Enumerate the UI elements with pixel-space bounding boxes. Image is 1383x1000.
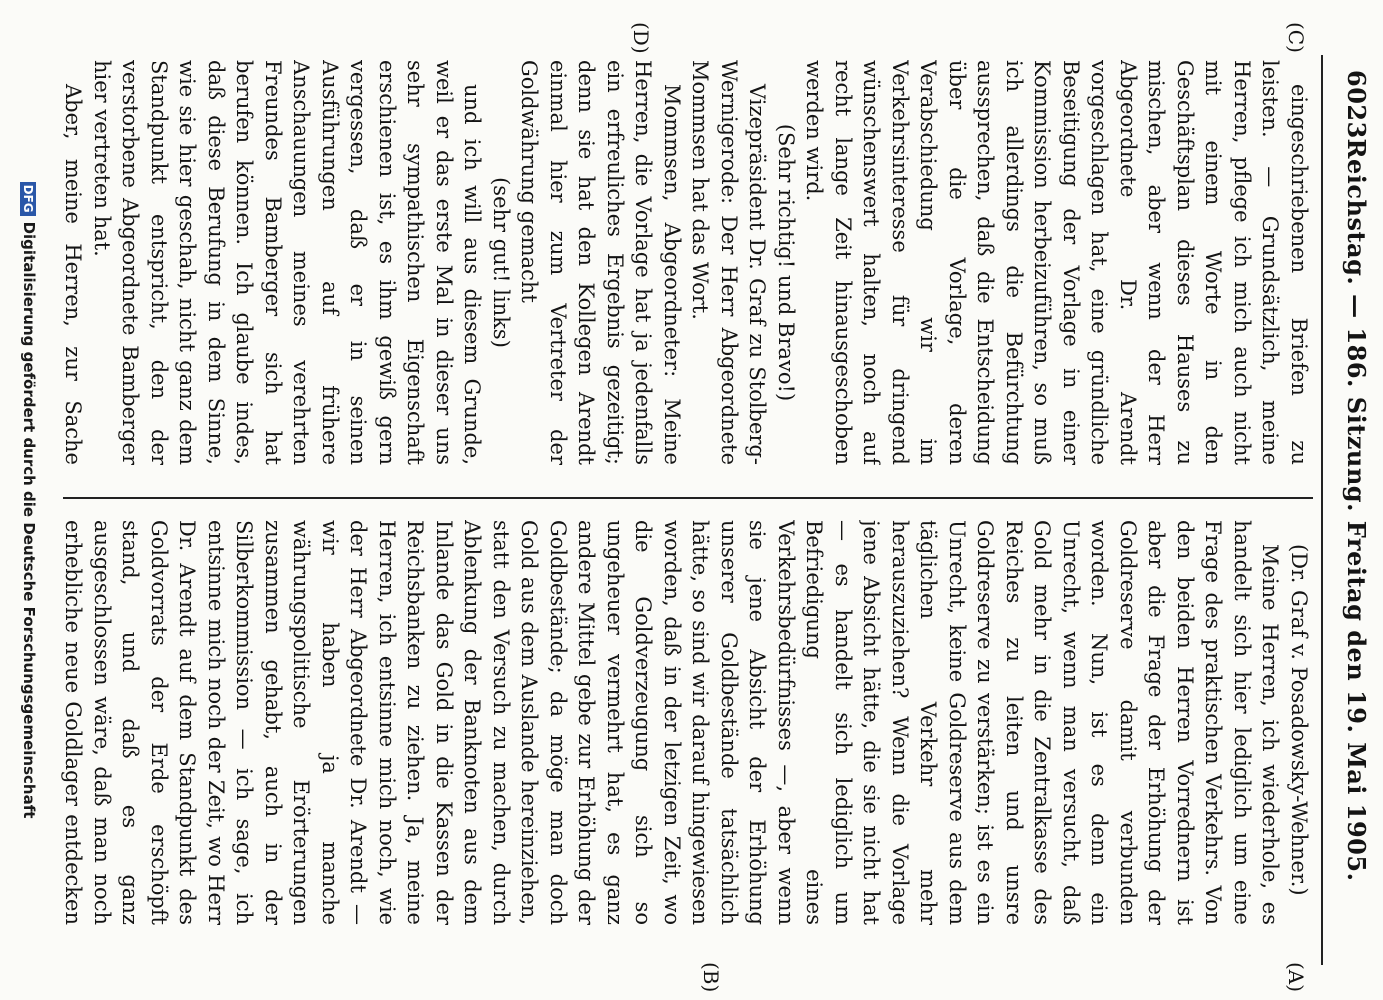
dfg-logo: DFG — [21, 182, 37, 216]
paragraph: Vizepräsident Dr. Graf zu Stolberg-Wernigerode: Der Herr Abgeordnete Mommsen hat das Wort. — [688, 60, 770, 465]
paragraph: (Dr. Graf v. Posadowsky-Wehner.) — [1287, 544, 1311, 896]
column-divider — [63, 497, 1313, 499]
footer-text: Digitalisierung gefördert durch die Deutsche Forschungsgemeinschaft — [20, 221, 38, 819]
margin-marker-c: (C) — [1284, 22, 1308, 53]
paragraph: Aber, meine Herren, zur Sache — [61, 84, 86, 465]
page-header — [1331, 70, 1371, 950]
footer-credit — [20, 0, 38, 1000]
paragraph: und ich will aus diesem Grunde, weil er das erste Mal in dieser uns sehr sympathischen Eigenschaft erschienen ist, es ihm gewiß gern vergessen, daß er in seinen Ausführungen auf frühere Anschauungen meines verehrten Freundes Bamberger sich hat berufen können. Ich glaube indes, daß diese Berufung in dem Sinne, wie sie hier geschah, nicht ganz dem Standpunkt entspricht, den der verstorbene Abgeordnete Bamberger hier vertreten hat. — [90, 60, 485, 465]
paragraph: Mommsen, Abgeordneter: Meine Herren, die Vorlage hat ja jedenfalls ein erfreuliches Ergebnis gezeitigt; denn sie hat den Kollegen Arendt einmal hier zum Vertreter der Goldwährung gemacht — [517, 60, 684, 465]
paragraph: Meine Herren, ich wiederhole, es handelt sich hier lediglich um eine Frage des praktischen Verkehrs. Von den beiden Herren Vorrednern ist aber die Frage der Erhöhung der Goldreserve damit verbunden worden. Nun, ist es denn ein Unrecht, wenn man versucht, daß Gold mehr in die Zentralkasse des Reiches zu leiten und unsre Goldreserve zu verstärken; ist es ein Unrecht, keine Goldreserve aus dem täglichen Verkehr mehr herauszuziehen? Wenn die Vorlage jene Absicht hätte, die sie nicht hat — es handelt sich lediglich um Befriedigung eines Verkehrsbedürfnisses —, aber wenn sie jene Absicht der Erhöhung unserer Goldbestände tatsächlich hätte, so sind wir darauf hingewiesen worden, daß in der letzigen Zeit, wo die Goldverzeugung sich so ungeheuer vermehrt hat, es ganz andere Mittel gebe zur Erhöhung der Goldbestände; da möge man doch Gold aus dem Auslande hereinziehen, statt den Versuch zu machen, durch Ablenkung der Banknoten aus dem Inlande das Gold in die Kassen der Reichsbanken zu ziehen. Ja, meine Herren, ich entsinne mich noch, wie der Herr Abgeordnete Dr. Arendt — wir haben ja manche währungspolitische Erörterungen zusammen gehabt, auch in der Silberkommission — ich sage, ich entsinne mich noch der Zeit, wo Herr Dr. Arendt auf dem Standpunkt des Goldvorrats der Erde erschöpft stand, und daß es ganz ausgeschlossen wäre, daß man noch erhebliche neue Goldlager entdecken — [61, 520, 1283, 925]
text-column-right — [58, 520, 1313, 925]
text-column-left — [58, 60, 1313, 465]
page-number: 6023 — [1342, 70, 1371, 139]
stage-direction: (Sehr richtig! und Bravo!) — [774, 123, 798, 402]
running-title: Reichstag. — 186. Sitzung. Freitag den 19. Mai 1905. — [1342, 138, 1371, 882]
margin-marker-b: (B) — [699, 962, 723, 993]
stage-direction: (sehr gut! links) — [489, 177, 513, 348]
paragraph: eingeschriebenen Briefen zu leisten. — Grundsätzlich, meine Herren, pflege ich mich auch nicht mit einem Worte in den Geschäftsplan dieses Hauses zu mischen, aber wenn der Herr Abgeordnete Dr. Arendt vorgeschlagen hat, eine gründliche Beseitigung der Vorlage in einer Kommission herbeizuführen, so muß ich allerdings die Befürchtung aussprechen, daß die Entscheidung über die Vorlage, deren Verabschiedung wir im Verkehrsinteresse für dringend wünschenswert halten, noch auf recht lange Zeit hinausgeschoben werden wird. — [802, 60, 1311, 465]
margin-marker-d: (D) — [629, 22, 653, 54]
header-rule — [1321, 55, 1323, 965]
margin-marker-a: (A) — [1284, 962, 1308, 993]
